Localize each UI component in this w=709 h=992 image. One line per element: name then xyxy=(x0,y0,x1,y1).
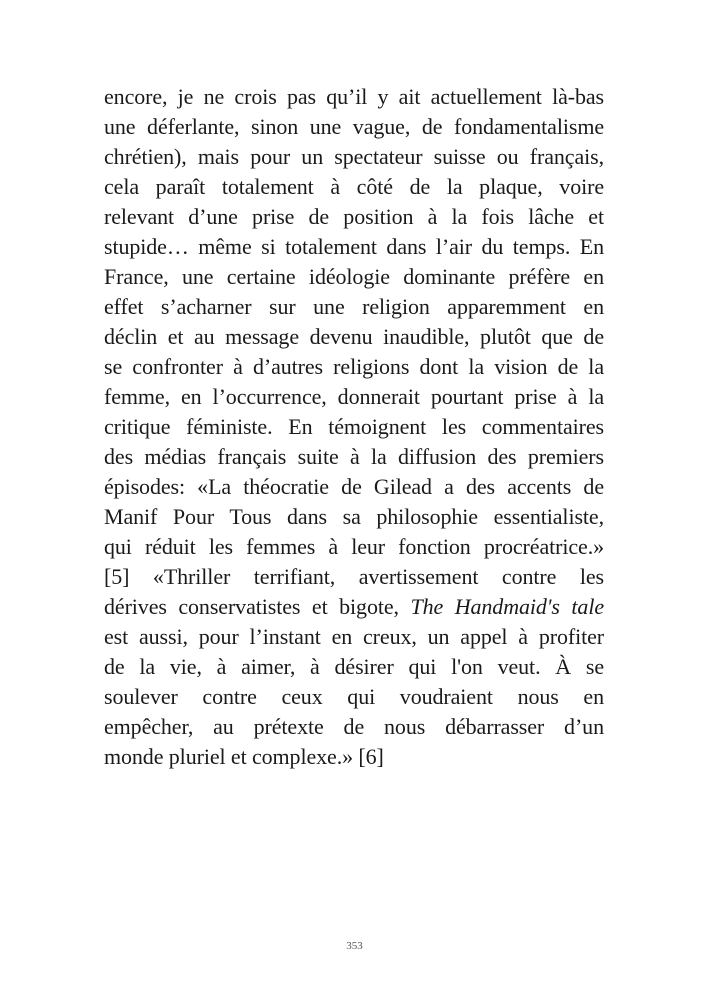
text-line: qui réduit les femmes à leur fonction procréatrice.» xyxy=(104,534,604,559)
text-line: stupide… même si totalement dans l’air du temps. En xyxy=(104,234,604,259)
text-line: chrétien), mais pour un spectateur suisse ou français, xyxy=(104,144,604,169)
text-line: soulever contre ceux qui voudraient nous en xyxy=(104,684,604,709)
text-line: cela paraît totalement à côté de la plaque, voire xyxy=(104,174,604,199)
text-line: empêcher, au prétexte de nous débarrasser d’un xyxy=(104,714,604,739)
text-line: effet s’acharner sur une religion apparemment en xyxy=(104,294,604,319)
text-line: France, une certaine idéologie dominante préfère en xyxy=(104,264,604,289)
text-line: Manif Pour Tous dans sa philosophie essentialiste, xyxy=(104,504,604,529)
text-line: des médias français suite à la diffusion des premiers xyxy=(104,444,604,469)
italic-title: The Handmaid's tale xyxy=(410,594,604,619)
text-line-with-title xyxy=(104,592,604,622)
text-line: encore, je ne crois pas qu’il y ait actuellement là-bas xyxy=(104,84,604,109)
text-fragment: dérives conservatistes et bigote, xyxy=(104,594,411,619)
text-line: relevant d’une prise de position à la fois lâche et xyxy=(104,204,604,229)
text-line: épisodes: «La théocratie de Gilead a des accents de xyxy=(104,474,604,499)
text-line: femme, en l’occurrence, donnerait pourtant prise à la xyxy=(104,384,604,409)
text-line: est aussi, pour l’instant en creux, un appel à profiter xyxy=(104,624,604,649)
page-number: 353 xyxy=(346,940,363,952)
text-line: une déferlante, sinon une vague, de fondamentalisme xyxy=(104,114,604,139)
text-line: déclin et au message devenu inaudible, plutôt que de xyxy=(104,324,604,349)
text-line: se confronter à d’autres religions dont la vision de la xyxy=(104,354,604,379)
text-line-last: monde pluriel et complexe.» [6] xyxy=(104,744,384,769)
body-paragraph xyxy=(104,82,604,772)
text-line: de la vie, à aimer, à désirer qui l'on veut. À se xyxy=(104,654,604,679)
text-line: [5] «Thriller terrifiant, avertissement contre les xyxy=(104,564,604,589)
text-line: critique féministe. En témoignent les commentaires xyxy=(104,414,604,439)
